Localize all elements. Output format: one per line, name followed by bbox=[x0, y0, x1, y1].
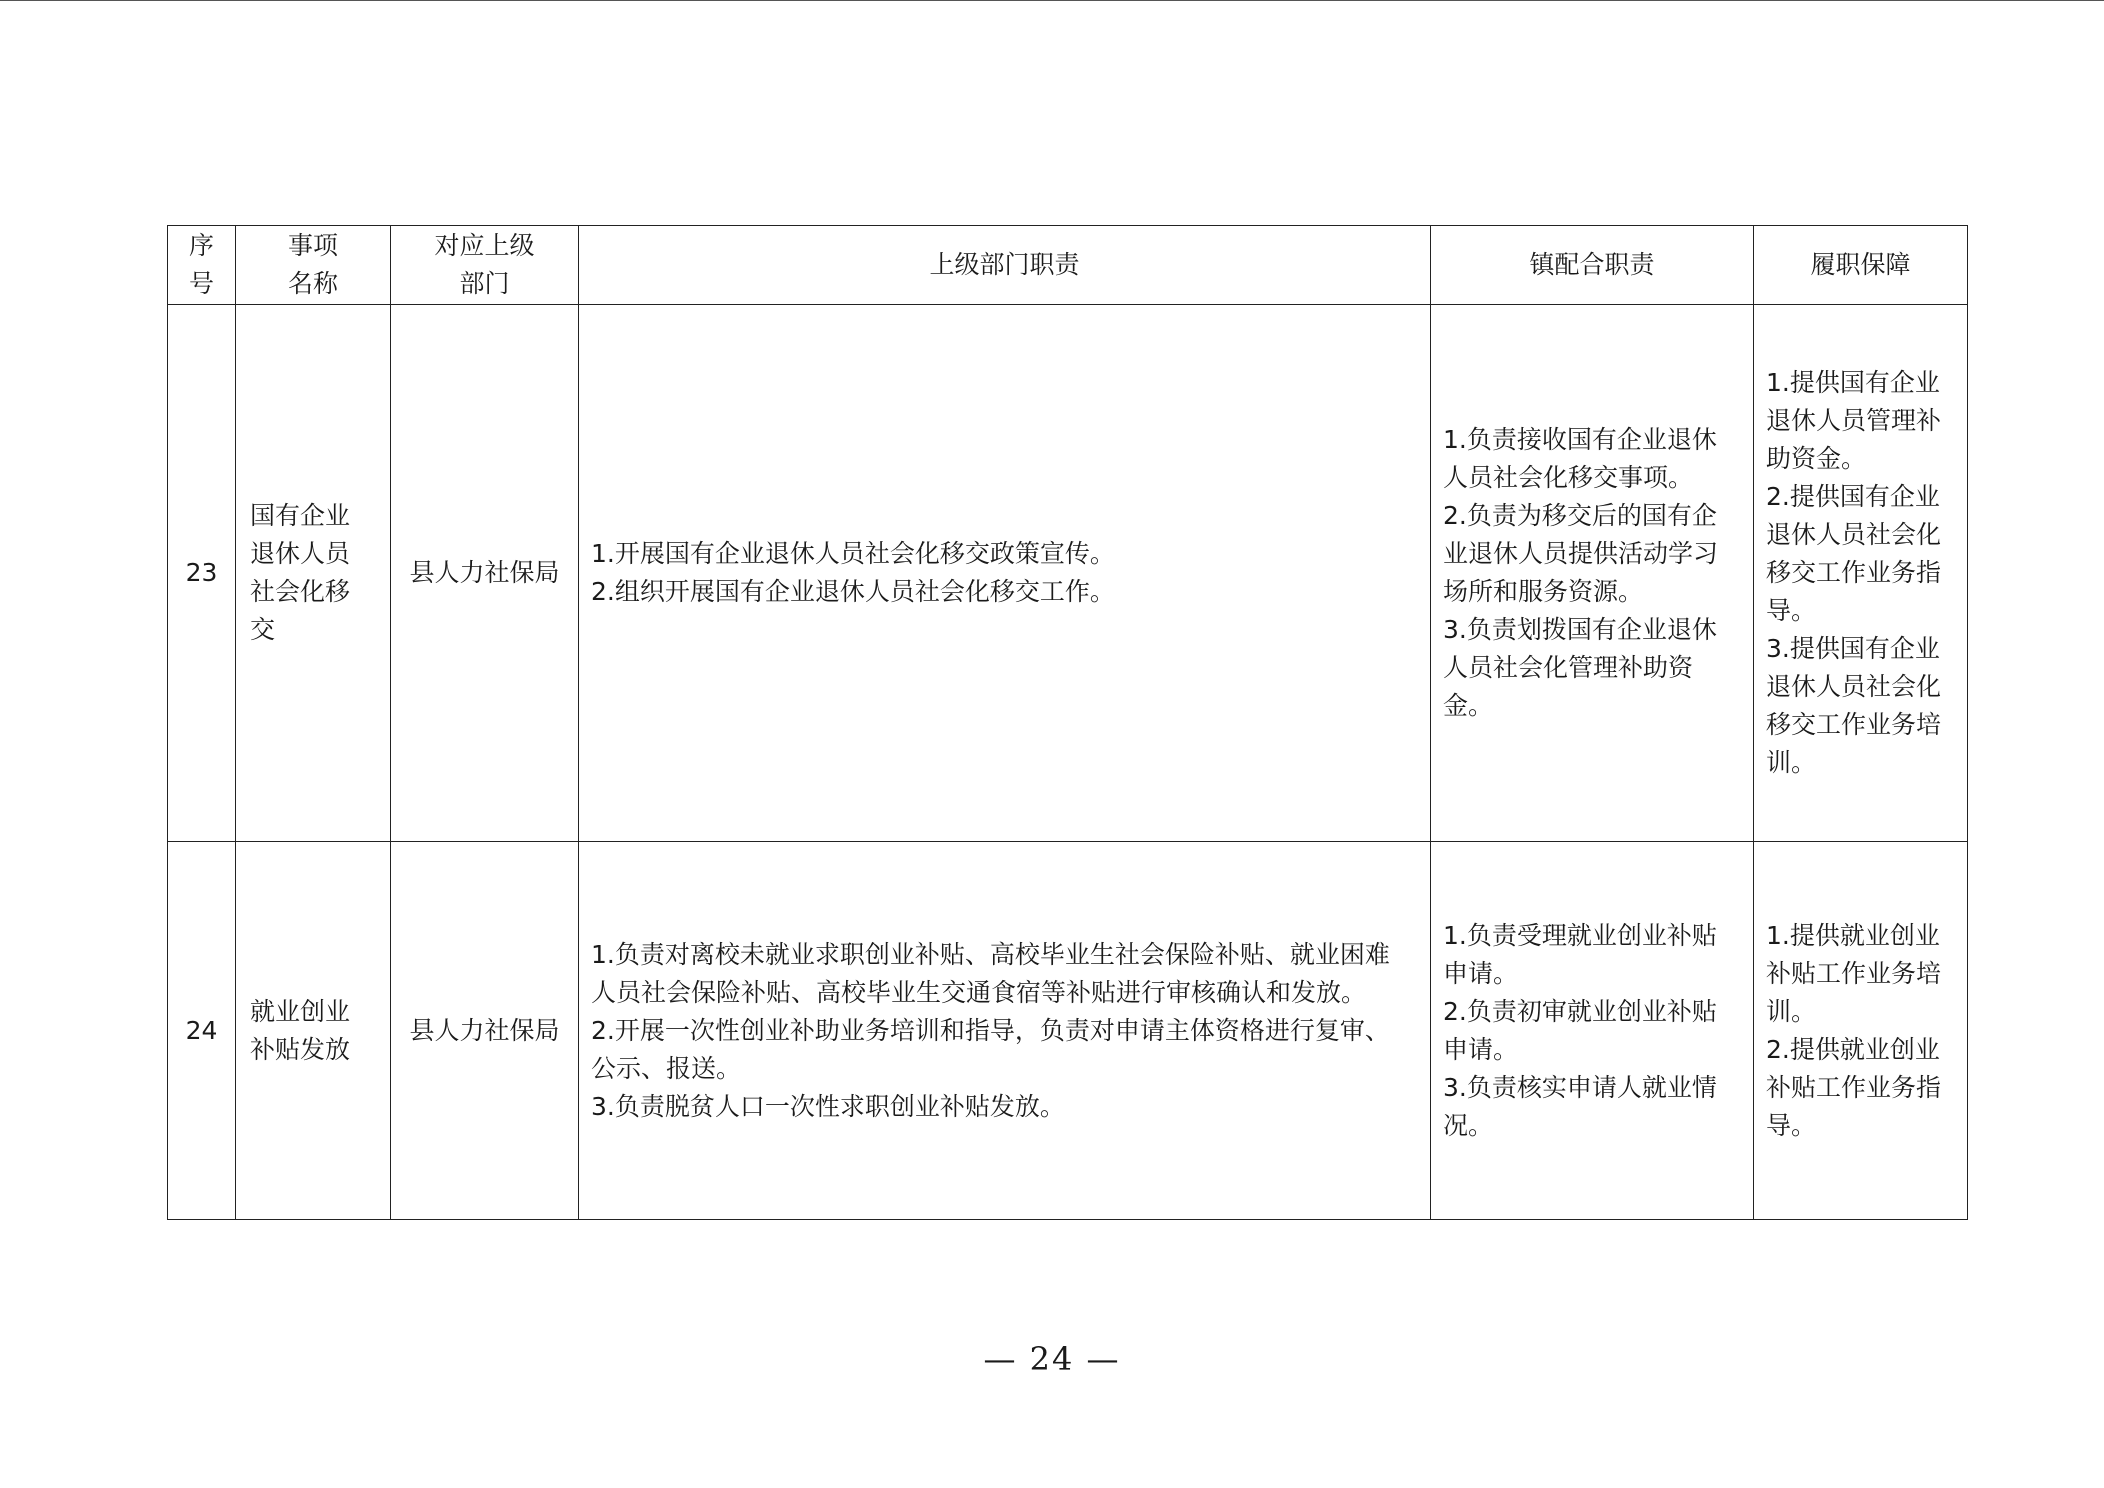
page-number: — 24 — bbox=[983, 1340, 1121, 1378]
header-name: 事项 名称 bbox=[236, 226, 391, 305]
upper-department: 县人力社保局 bbox=[391, 842, 579, 1220]
table-header-row bbox=[168, 226, 1968, 305]
header-guarantee: 履职保障 bbox=[1754, 226, 1968, 305]
town-duty: 1.负责受理就业创业补贴 申请。 2.负责初审就业创业补贴 申请。 3.负责核实申请人就业情 况。 bbox=[1431, 842, 1754, 1220]
item-name: 国有企业 退休人员 社会化移 交 bbox=[236, 305, 391, 842]
header-town-duty: 镇配合职责 bbox=[1431, 226, 1754, 305]
table-row bbox=[168, 305, 1968, 842]
header-upper-duty: 上级部门职责 bbox=[579, 226, 1431, 305]
duty-table bbox=[167, 225, 1968, 1220]
item-name: 就业创业 补贴发放 bbox=[236, 842, 391, 1220]
town-duty: 1.负责接收国有企业退休 人员社会化移交事项。 2.负责为移交后的国有企 业退休人员提供活动学习 场所和服务资源。 3.负责划拨国有企业退休 人员社会化管理补助资 金。 bbox=[1431, 305, 1754, 842]
upper-duty: 1.开展国有企业退休人员社会化移交政策宣传。 2.组织开展国有企业退休人员社会化移交工作。 bbox=[579, 305, 1431, 842]
page-top-border bbox=[0, 0, 2104, 1]
upper-department: 县人力社保局 bbox=[391, 305, 579, 842]
guarantee: 1.提供就业创业 补贴工作业务培 训。 2.提供就业创业 补贴工作业务指 导。 bbox=[1754, 842, 1968, 1220]
row-number: 24 bbox=[168, 842, 236, 1220]
guarantee: 1.提供国有企业 退休人员管理补 助资金。 2.提供国有企业 退休人员社会化 移交工作业务指 导。 3.提供国有企业 退休人员社会化 移交工作业务培 训。 bbox=[1754, 305, 1968, 842]
table-row bbox=[168, 842, 1968, 1220]
upper-duty: 1.负责对离校未就业求职创业补贴、高校毕业生社会保险补贴、就业困难 人员社会保险补贴、高校毕业生交通食宿等补贴进行审核确认和发放。 2.开展一次性创业补助业务培训和指导，负责对申请主体资格进行复审、 公示、报送。 3.负责脱贫人口一次性求职创业补贴发放。 bbox=[579, 842, 1431, 1220]
header-dept: 对应上级 部门 bbox=[391, 226, 579, 305]
header-no: 序 号 bbox=[168, 226, 236, 305]
row-number: 23 bbox=[168, 305, 236, 842]
